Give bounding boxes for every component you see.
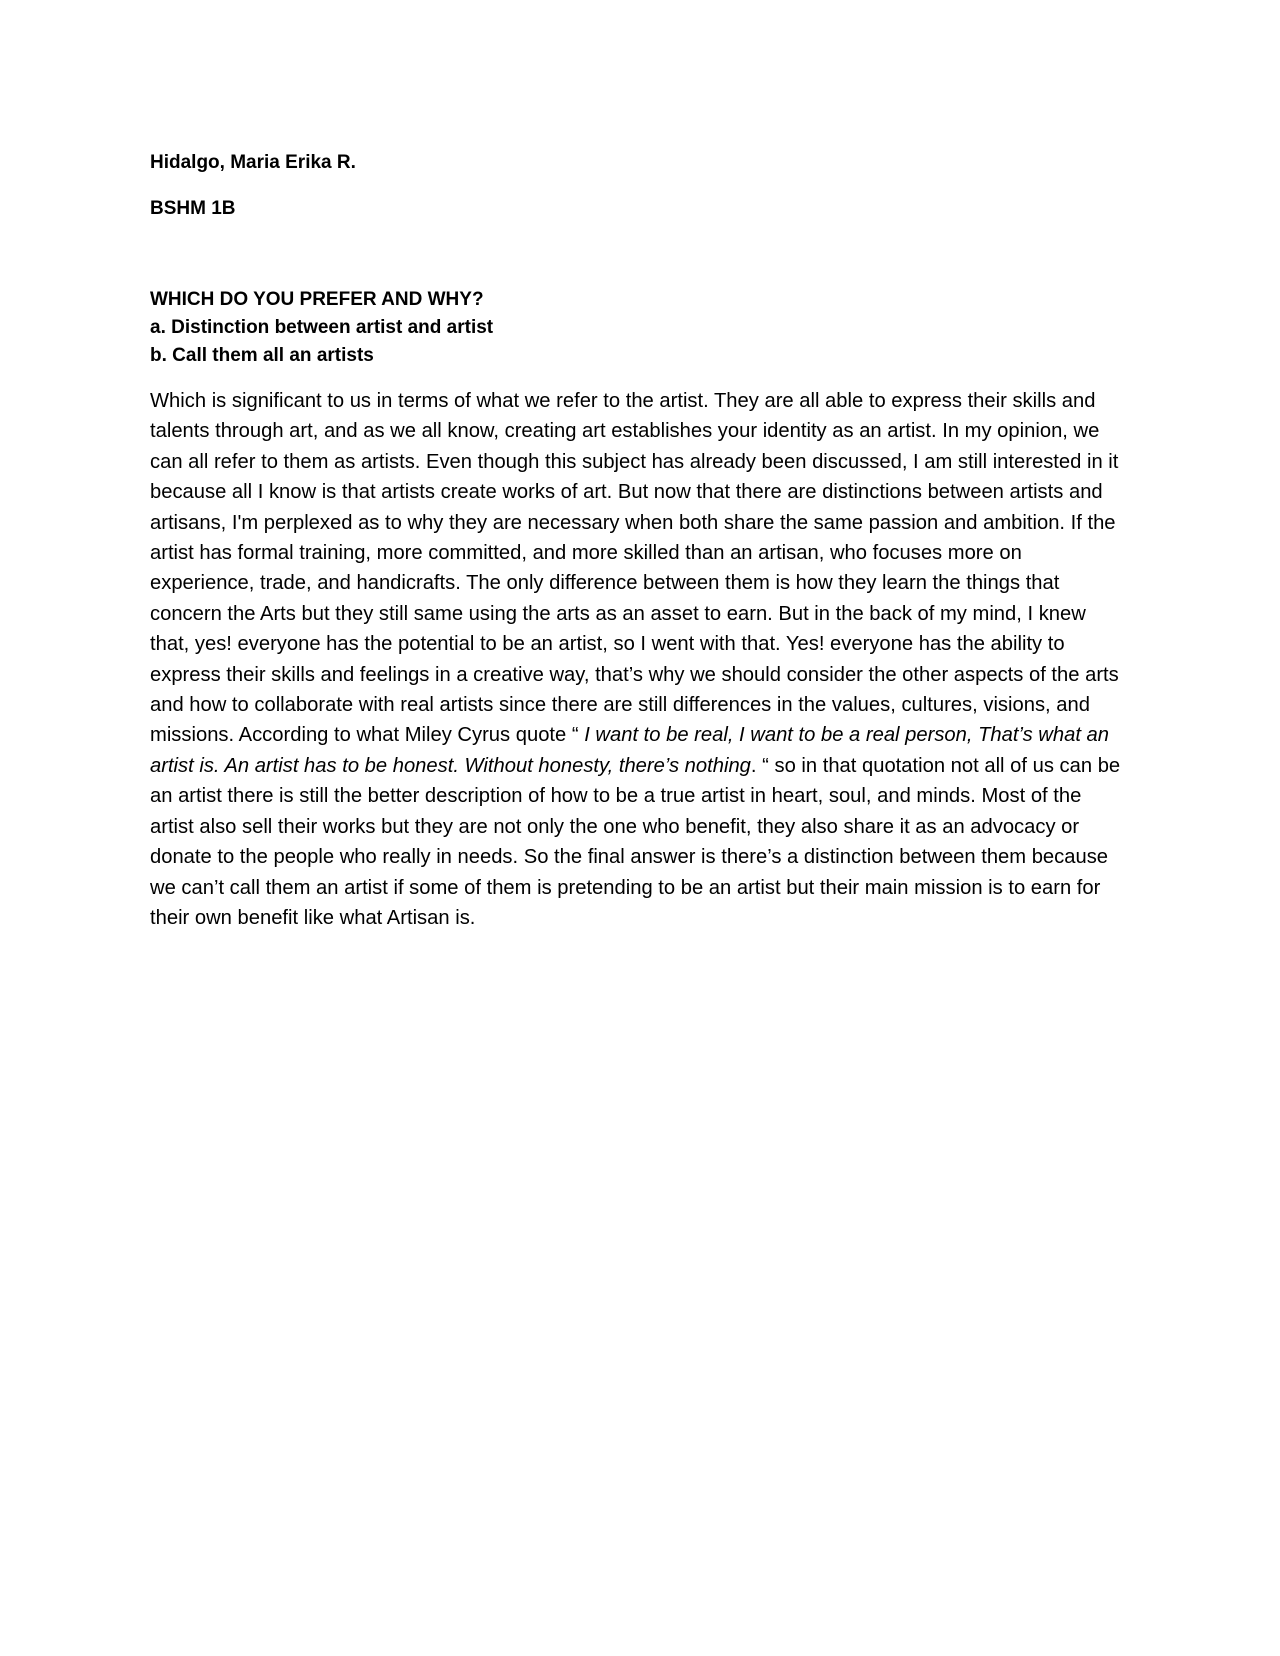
question-title: WHICH DO YOU PREFER AND WHY? [150,289,484,310]
document-content [150,150,1130,933]
section-label: BSHM 1B [150,198,236,219]
question-option-a: a. Distinction between artist and artist [150,317,494,338]
question-option-b: b. Call them all an artists [150,345,374,366]
student-name: Hidalgo, Maria Erika R. [150,152,356,173]
answer-text-part2: . “ so in that quotation not all of us can be an artist there is still the better description of how to be a true artist in heart, soul, and minds. Most of the artist also sell their works but they are not only the one who benefit, they also share it as an advocacy or donate to the people who really in needs. So the final answer is there’s a distinction between them because we can’t call them an artist if some of them is pretending to be an artist but their main mission is to earn for their own benefit like what Artisan is. [150,754,1121,929]
answer-paragraph [150,386,1130,933]
answer-quote: I want to be real, I want to be a real person, That’s what an artist is. An artist has to be honest. Without honesty, there’s nothing [150,724,1110,777]
question-block [150,286,1130,370]
answer-text-part1: Which is significant to us in terms of what we refer to the artist. They are all able to express their skills and talents through art, and as we all know, creating art establishes your identity as an artist. In my opinion, we can all refer to them as artists. Even though this subject has already been discussed, I am still interested in it because all I know is that artists create works of art. But now that there are distinctions between artists and artisans, I'm perplexed as to why they are necessary when both share the same passion and ambition. If the artist has formal training, more committed, and more skilled than an artisan, who focuses more on experience, trade, and handicrafts. The only difference between them is how they learn the things that concern the Arts but they still same using the arts as an asset to earn. But in the back of my mind, I knew that, yes! everyone has the potential to be an artist, so I went with that. Yes! everyone has the ability to express their skills and feelings in a creative way, that’s why we should consider the other aspects of the arts and how to collaborate with real artists since there are still differences in the values, cultures, visions, and missions. According to what Miley Cyrus quote “ [150,390,1119,747]
